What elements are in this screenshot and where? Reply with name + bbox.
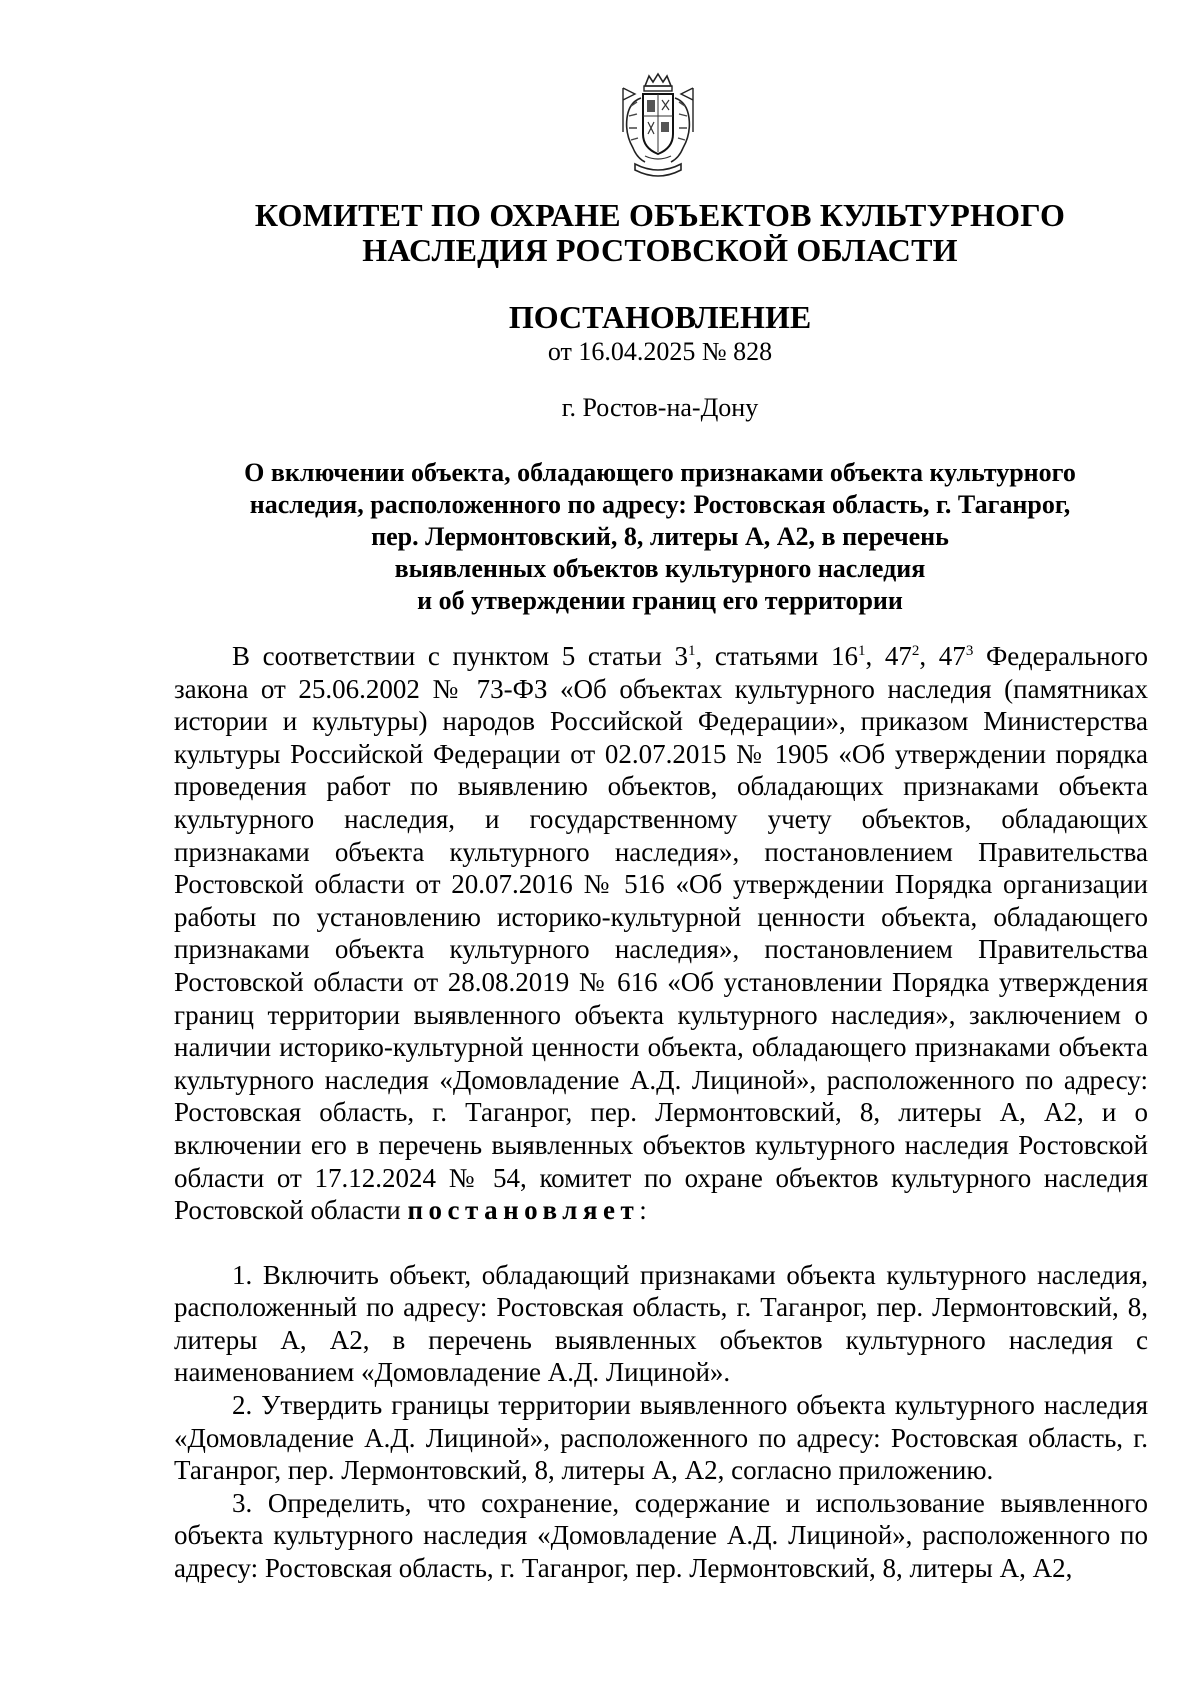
superscript-4: 3 bbox=[965, 643, 974, 659]
title-line-5: и об утверждении границ его территории bbox=[417, 586, 903, 615]
title-line-3: пер. Лермонтовский, 8, литеры А, А2, в перечень bbox=[371, 522, 949, 551]
item-3-paragraph: 3. Определить, что сохранение, содержание и использование выявленного объекта культурного наследия «Домовладение А.Д. Лициной», расположенного по адресу: Ростовская область, г. Таганрог, пер. Лермонтовский, 8, литеры А, А2, bbox=[174, 1487, 1148, 1584]
preamble-text-3: , 47 bbox=[865, 641, 912, 671]
coat-of-arms-icon bbox=[615, 72, 701, 184]
superscript-2: 1 bbox=[858, 643, 866, 659]
decree-word: постановляет bbox=[407, 1195, 640, 1226]
superscript-3: 2 bbox=[911, 643, 920, 659]
preamble-text-5: Федерального закона от 25.06.2002 № 73-ФЗ «Об объектах культурного наследия (памятниках истории и культуры) народов Российской Федерации», приказом Министерства культуры Российской Федерации от 02.07.2015 № 1905 «Об утверждении порядка проведения работ по выявлению объектов, обладающих признаками объекта культурного наследия, и государственному учету объектов, обладающих признаками объекта культурного наследия», постановлением Правительства Ростовской области от 20.07.2016 № 516 «Об утверждении Порядка организации работы по установлению историко-культурной ценности объекта, обладающего признаками объекта культурного наследия», постановлением Правительства Ростовской области от 28.08.2019 № 616 «Об установлении Порядка утверждения границ территории выявленного объекта культурного наследия», заключением о наличии историко-культурной ценности объекта, обладающего признаками объекта культурного наследия «Домовладение А.Д. Лициной», расположенного по адресу: Ростовская область, г. Таганрог, пер. Лермонтовский, 8, литеры А, А2, и о включении его в перечень выявленных объектов культурного наследия Ростовской области от 17.12.2024 № 54, комитет по охране объектов культурного наследия Ростовской области bbox=[174, 641, 1148, 1226]
org-line-1: КОМИТЕТ ПО ОХРАНЕ ОБЪЕКТОВ КУЛЬТУРНОГО bbox=[254, 197, 1066, 233]
title-line-4: выявленных объектов культурного наследия bbox=[394, 554, 926, 583]
document-date-number: от 16.04.2025 № 828 bbox=[547, 337, 773, 366]
document-type: ПОСТАНОВЛЕНИЕ bbox=[508, 299, 812, 335]
organization-name bbox=[170, 198, 1150, 268]
preamble-end: : bbox=[639, 1195, 647, 1226]
coat-of-arms-emblem bbox=[615, 72, 701, 184]
item-1-paragraph: 1. Включить объект, обладающий признаками объекта культурного наследия, расположенный по адресу: Ростовская область, г. Таганрог, пер. Лермонтовский, 8, литеры А, А2, в перечень выявленных объектов культурного наследия с наименованием «Домовладение А.Д. Лициной». bbox=[174, 1259, 1148, 1388]
preamble-text-1: В соответствии с пунктом 5 статьи 3 bbox=[232, 641, 689, 671]
preamble-text-4: , 47 bbox=[919, 641, 966, 671]
preamble-paragraph bbox=[174, 640, 1148, 1227]
document-city: г. Ростов-на-Дону bbox=[561, 393, 759, 422]
title-line-1: О включении объекта, обладающего признаками объекта культурного bbox=[244, 458, 1076, 487]
item-2-paragraph: 2. Утвердить границы территории выявленного объекта культурного наследия «Домовладение А.Д. Лициной», расположенного по адресу: Ростовская область, г. Таганрог, пер. Лермонтовский, 8, литеры А, А2, согласно приложению. bbox=[174, 1390, 1148, 1486]
org-line-2: НАСЛЕДИЯ РОСТОВСКОЙ ОБЛАСТИ bbox=[362, 232, 958, 268]
document-body bbox=[174, 640, 1148, 1585]
title-line-2: наследия, расположенного по адресу: Ростовская область, г. Таганрог, bbox=[249, 490, 1071, 519]
document-title bbox=[170, 457, 1150, 617]
preamble-text-2: , статьями 16 bbox=[695, 641, 859, 671]
superscript-1: 1 bbox=[688, 643, 696, 659]
